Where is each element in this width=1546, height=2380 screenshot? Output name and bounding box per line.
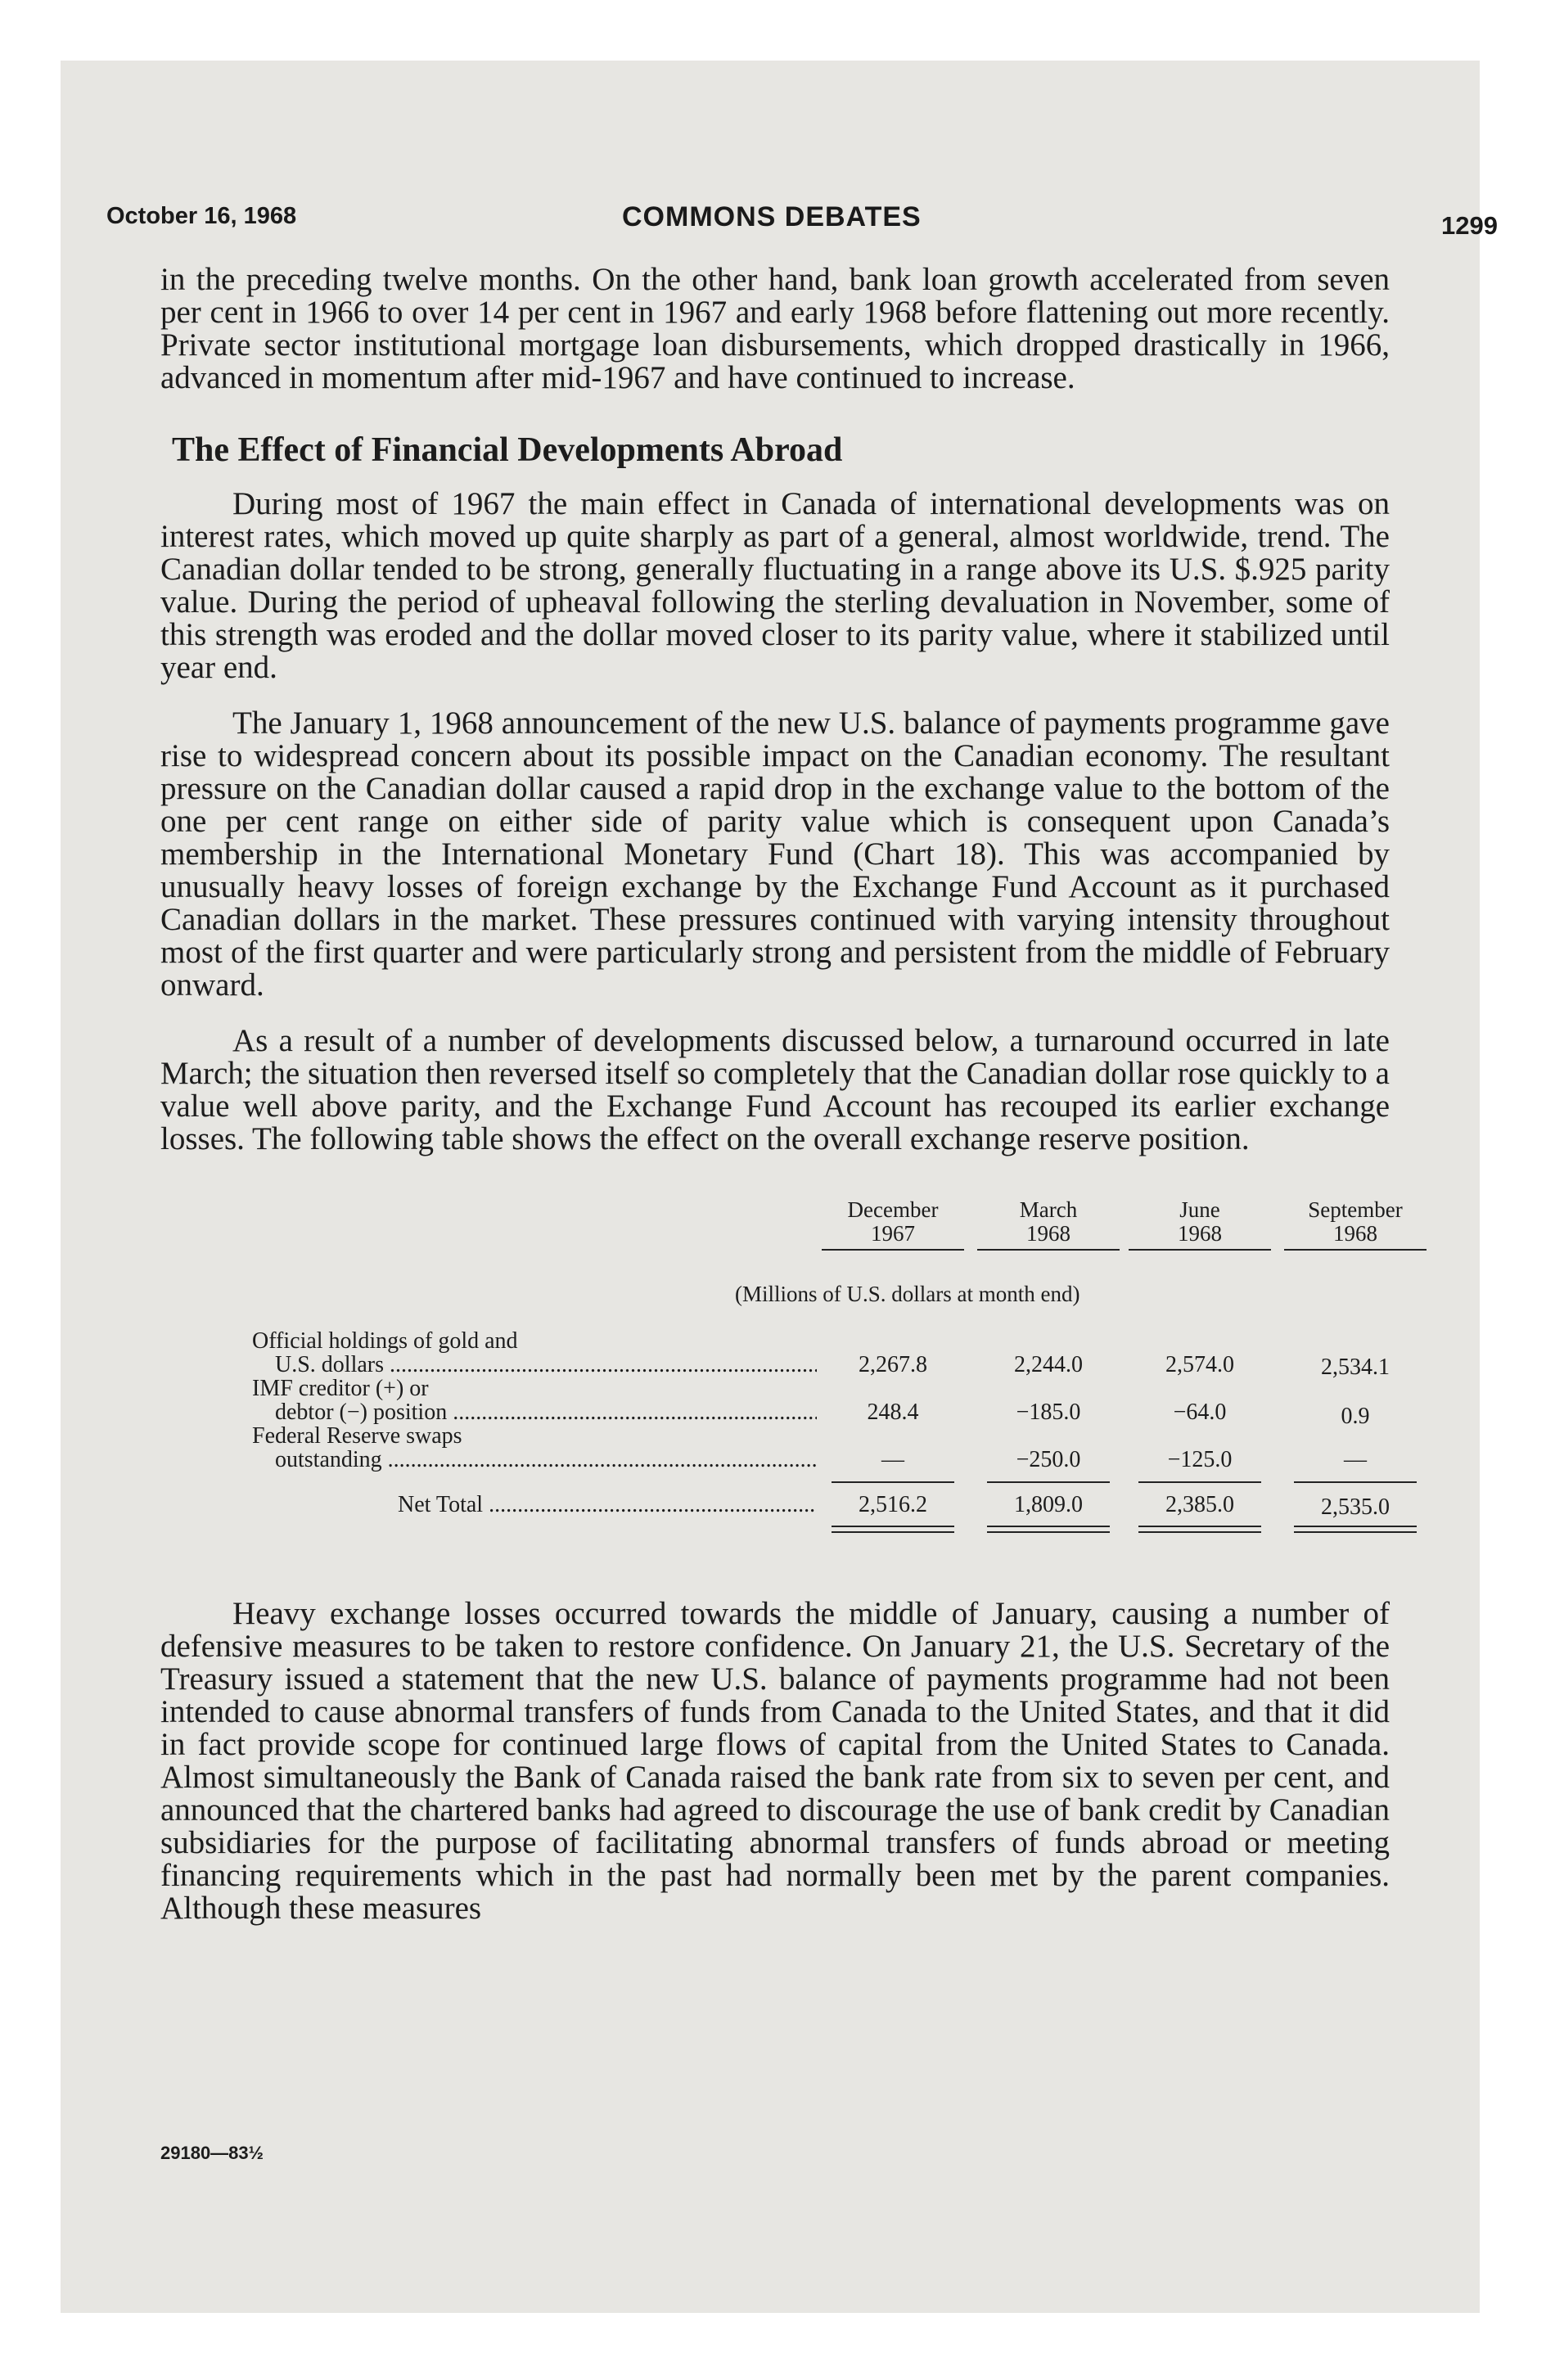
table-units: (Millions of U.S. dollars at month end) — [735, 1282, 1080, 1306]
table-cell: — — [881, 1447, 904, 1472]
sum-rule — [1138, 1481, 1261, 1483]
table-row-label: IMF creditor (+) or debtor (−) position ..... — [252, 1377, 817, 1424]
net-total-label: Net Total ..... — [252, 1493, 817, 1517]
sum-rule — [832, 1481, 954, 1483]
column-header-mar-1968: March 1968 — [962, 1198, 1134, 1251]
paragraph-4: As a result of a number of developments discussed below, a turnaround occurred in late March; the situation then reversed itself so completely that the Canadian dollar rose quickly to a value well above parity, and the Exchange Fund Account has recouped its earlier exchange losses. The following table shows the effect on the overall exchange reserve position. — [160, 1023, 1390, 1156]
column-header-dec-1967: December 1967 — [807, 1198, 979, 1251]
total-double-rule — [832, 1526, 954, 1533]
table-cell: 248.4 — [867, 1400, 919, 1425]
paragraph-5: Heavy exchange losses occurred towards the middle of January, causing a number of defensive measures to be taken to restore confidence. On January 21, the U.S. Secretary of the Treasury issued a statement that the new U.S. balance of payments programme had not been intended to cause abnormal transfers of funds from Canada to the United States, and that it did in fact provide scope for continued large flows of capital from the United States to Canada. Almost simultaneously the Bank of Canada raised the bank rate from six to seven per cent, and announced that the chartered banks had agreed to discourage the use of bank credit by Canadian subsidiaries for the purpose of facilitating abnormal transfers of funds abroad or meeting financing requirements which in the past had normally been met by the parent companies. Although these measures — [160, 1596, 1390, 1926]
column-header-jun-1968: June 1968 — [1114, 1198, 1286, 1251]
paragraph-2: During most of 1967 the main effect in Canada of international developments was on interest rates, which moved up quite sharply as part of a general, almost worldwide, trend. The Canadian dollar tended to be strong, generally fluctuating in a range above its U.S. $.925 parity value. During the period of upheaval following the sterling devaluation in November, some of this strength was eroded and the dollar moved closer to its parity value, where it stabilized until year end. — [160, 486, 1390, 685]
section-heading: The Effect of Financial Developments Abroad — [172, 431, 843, 469]
print-code-footnote: 29180—83½ — [160, 2143, 264, 2163]
sum-rule — [987, 1481, 1110, 1483]
table-cell: 2,267.8 — [859, 1352, 927, 1377]
table-cell: 2,574.0 — [1165, 1352, 1234, 1377]
page-number: 1299 — [1441, 211, 1498, 240]
total-double-rule — [987, 1526, 1110, 1533]
total-double-rule — [1294, 1526, 1417, 1533]
table-row-label: Federal Reserve swaps outstanding ..... — [252, 1424, 817, 1472]
paragraph-1: in the preceding twelve months. On the other hand, bank loan growth accelerated from seven per cent in 1966 to over 14 per cent in 1967 and early 1968 before flattening out more recently. Private sector institutional mortgage loan disbursements, which dropped drastically in 1966, advanced in momentum after mid-1967 and have continued to increase. — [160, 262, 1390, 395]
total-double-rule — [1138, 1526, 1261, 1533]
header-date: October 16, 1968 — [106, 203, 297, 229]
table-cell: 0.9 — [1341, 1404, 1370, 1429]
table-row-label: Official holdings of gold and U.S. dollars ..... — [252, 1329, 817, 1377]
net-total-cell: 2,516.2 — [859, 1492, 927, 1517]
column-header-sep-1968: September 1968 — [1269, 1198, 1441, 1251]
net-total-cell: 1,809.0 — [1014, 1492, 1083, 1517]
publication-title: COMMONS DEBATES — [622, 201, 922, 232]
table-cell: — — [1344, 1447, 1367, 1472]
table-cell: −125.0 — [1167, 1447, 1233, 1472]
paragraph-3: The January 1, 1968 announcement of the new U.S. balance of payments programme gave rise to widespread concern about its possible impact on the Canadian economy. The resultant pressure on the Canadian dollar caused a rapid drop in the exchange value to the bottom of the one per cent range on either side of parity value which is consequent upon Canada’s membership in the International Monetary Fund (Chart 18). This was accompanied by unusually heavy losses of foreign exchange by the Exchange Fund Account as it purchased Canadian dollars in the market. These pressures continued with varying intensity throughout most of the first quarter and were particularly strong and persistent from the middle of February onward. — [160, 705, 1390, 1003]
net-total-cell: 2,385.0 — [1165, 1492, 1234, 1517]
table-cell: 2,534.1 — [1321, 1355, 1390, 1380]
table-cell: −250.0 — [1016, 1447, 1081, 1472]
body-text — [160, 262, 1403, 1926]
table-cell: 2,244.0 — [1014, 1352, 1083, 1377]
running-head — [106, 203, 1498, 244]
table-cell: −64.0 — [1173, 1400, 1227, 1425]
table-cell: −185.0 — [1016, 1400, 1081, 1425]
reserve-table — [160, 1197, 1403, 1566]
net-total-cell: 2,535.0 — [1321, 1494, 1390, 1520]
sum-rule — [1294, 1481, 1417, 1483]
